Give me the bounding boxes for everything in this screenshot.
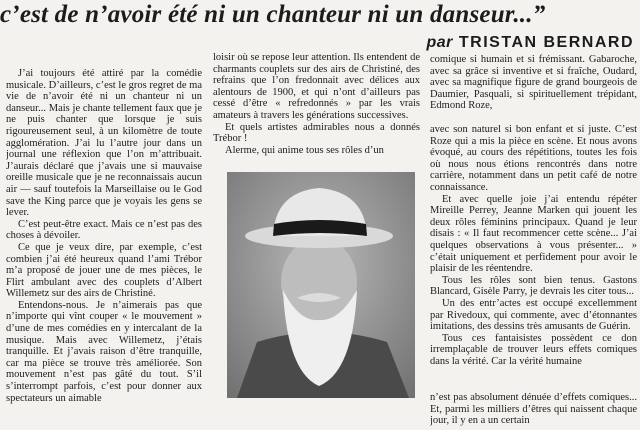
headline: c’est de n’avoir été ni un chanteur ni un danseur...” xyxy=(0,1,546,28)
paragraph: Entendons-nous. Je n’aimerais pas que n’importe qui vînt couper « le mouvement » d’une de mes comédies en y intercalant de la musique. Mais avec Willemetz, j’étais tranquille. Et j’avais raison d’être tranquille, car ma pièce se trouve très améliorée. Son mouvement n’est pas gâté du tout. S’il s’interrompt parfois, c’est pour donner aux spectateurs un aimable xyxy=(6,299,202,404)
paragraph: loisir où se repose leur attention. Ils entendent de charmants couplets sur des airs de Christiné, des refrains que l’on fredonnait avec délices aux alentours de 1900, et qui n’ont d’ailleurs pas cessé d’être « refredonnés » par les vrais amateurs à travers les générations successives. xyxy=(213,52,420,121)
paragraph: Alerme, qui anime tous ses rôles d’un xyxy=(225,144,384,156)
column-1 xyxy=(6,68,202,430)
column-3-middle xyxy=(430,124,637,386)
paragraph: Et quels artistes admirables nous a donnés Trébor ! xyxy=(213,121,420,145)
paragraph: J’ai toujours été attiré par la comédie musicale. D’ailleurs, c’est le gros regret de ma vie de n’avoir été ni un chanteur ni un danseur... Mais je chante tellement faux que je ne puis chanter que lorsque je suis rigoureusement seul, à un kilomètre de toute agglomération. J’ai lu l’autre jour dans un journal une réflexion que l’on m’attribuait. J’aurais déclaré que j’avais une si mauvaise oreille musicale que je ne reconnaissais aucun air — sauf toutefois la Marseillaise ou le God save the King parce que je voyais les gens se lever. xyxy=(6,68,202,219)
column-2-top xyxy=(213,52,420,172)
column-3-top xyxy=(430,54,637,122)
paragraph: C’est peut-être exact. Mais ce n’est pas des choses à dévoiler. xyxy=(6,218,202,242)
byline-par: par xyxy=(426,34,453,51)
portrait-photo xyxy=(227,172,415,398)
column-3-bottom xyxy=(430,392,637,430)
paragraph: comique si humain et si frémissant. Gabaroche, avec sa grâce si inventive et si fraîche, Oudard, avec sa magnifique figure de grand bourgeois de Daumier, Pasquali, si spirituellement trépidant, Edmond Roze, xyxy=(430,54,637,112)
paragraph: Et avec quelle joie j’ai entendu répéter Mireille Perrey, Jeanne Marken qui jouent les deux rôles féminins principaux. Quand je leur disais : « Il faut recommencer cette scène... J’ai quelques observations à vous présenter... » c’était uniquement et perfidement pour avoir le plaisir de les réentendre. xyxy=(430,193,637,275)
paragraph: Un des entr’actes est occupé excellemment par Rivedoux, qui commente, avec d’étonnantes imitations, des dessins très amusants de Guérin. xyxy=(430,297,637,333)
portrait-photo-icon xyxy=(227,172,415,398)
paragraph: Tous les rôles sont bien tenus. Gastons Blancard, Gisèle Parry, je devrais les citer tous... xyxy=(430,274,637,298)
paragraph: n’est pas absolument dénuée d’effets comiques... Et, parmi les milliers d’êtres qui naissent chaque jour, il y en a un certain xyxy=(430,392,637,427)
paragraph: Ce que je veux dire, par exemple, c’est combien j’ai été heureux quand l’ami Trébor m’a proposé de jouer une de mes pièces, le Flirt ambulant avec des couplets d’Albert Willemetz sur des airs de Christiné. xyxy=(6,241,202,300)
paragraph: Tous ces fantaisistes possèdent ce don irremplaçable de trouver leurs effets comiques dans la vérité. Car la vérité humaine xyxy=(430,332,637,367)
paragraph: avec son naturel si bon enfant et si juste. C’est Roze qui a mis la pièce en scène. Et nous avons évoqué, au cours des répétitions, toutes les fois où nous nous étions rencontrés dans notre carrière, notamment dans un petit café de notre connaissance. xyxy=(430,124,637,193)
byline-author: TRISTAN BERNARD xyxy=(458,34,634,51)
byline xyxy=(427,34,635,52)
